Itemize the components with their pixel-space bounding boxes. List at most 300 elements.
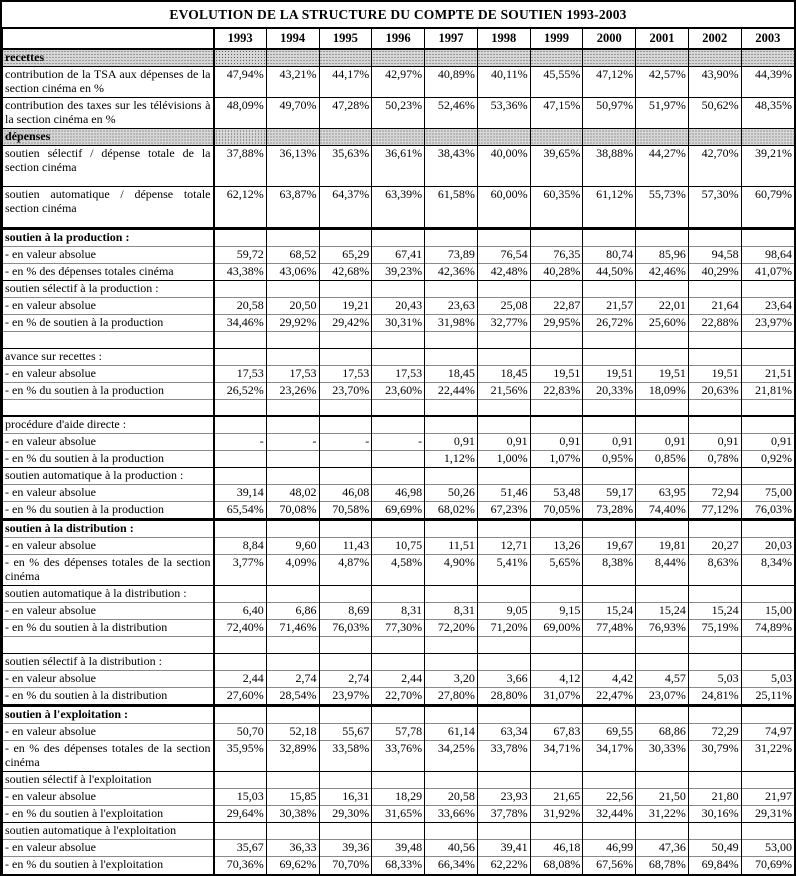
value-cell [319,399,372,416]
value-cell: 27,60% [214,688,267,706]
value-cell: 44,39% [741,67,794,98]
value-cell: 59,72 [214,246,267,263]
row-label: - en % du soutien à la distribution [3,620,214,637]
row-label: - en valeur absolue [3,840,214,857]
value-cell [530,653,583,670]
value-cell [530,637,583,654]
value-cell: 1,12% [425,450,478,467]
value-cell: 23,93 [477,789,530,806]
value-cell [636,399,689,416]
value-cell: 31,22% [741,741,794,772]
value-cell [266,653,319,670]
value-cell [425,706,478,724]
value-cell: 43,06% [266,263,319,280]
value-cell: 70,70% [319,857,372,874]
value-cell [688,637,741,654]
row-label: soutien sélectif à la distribution : [3,653,214,670]
value-cell [583,467,636,484]
value-cell: - [372,433,425,450]
value-cell [477,520,530,538]
value-cell: 13,26 [530,538,583,555]
value-cell [636,280,689,297]
value-cell [319,348,372,365]
value-cell [583,129,636,146]
value-cell: 44,17% [319,67,372,98]
table-row [3,502,795,520]
row-label: - en % de soutien à la production [3,315,214,332]
value-cell: 63,95 [636,485,689,502]
value-cell [266,49,319,67]
value-cell: 60,00% [477,187,530,228]
value-cell: 3,66 [477,670,530,687]
row-label: - en valeur absolue [3,724,214,741]
row-label: - en % des dépenses totales de la section cinéma [3,741,214,772]
value-cell [425,348,478,365]
value-cell [530,49,583,67]
value-cell [214,280,267,297]
value-cell: 1,07% [530,450,583,467]
value-cell: 67,83 [530,724,583,741]
table-row [3,538,795,555]
value-cell [214,49,267,67]
value-cell: 73,28% [583,502,636,520]
value-cell [266,332,319,349]
value-cell: 29,30% [319,806,372,823]
row-label: - en valeur absolue [3,298,214,315]
value-cell [214,228,267,246]
value-cell: 72,29 [688,724,741,741]
table-row [3,670,795,687]
value-cell [319,416,372,434]
value-cell: 19,51 [530,365,583,382]
value-cell [477,399,530,416]
value-cell: 73,89 [425,246,478,263]
year-header: 1993 [214,29,267,49]
value-cell: 47,28% [319,98,372,129]
value-cell [741,280,794,297]
table-row [3,857,795,874]
value-cell: 22,83% [530,382,583,399]
row-label: soutien sélectif à la production : [3,280,214,297]
value-cell [266,823,319,840]
value-cell [530,332,583,349]
value-cell: 85,96 [636,246,689,263]
value-cell [425,520,478,538]
row-label: recettes [3,49,214,67]
row-label: procédure d'aide directe : [3,416,214,434]
value-cell: 42,68% [319,263,372,280]
value-cell [741,772,794,789]
value-cell [214,637,267,654]
value-cell: 53,00 [741,840,794,857]
value-cell: 4,58% [372,555,425,586]
value-cell: 39,65% [530,146,583,187]
value-cell [214,416,267,434]
value-cell: 39,14 [214,485,267,502]
row-label: contribution des taxes sur les télévisions à la section cinéma en % [3,98,214,129]
table-row [3,146,795,187]
value-cell: 23,64 [741,298,794,315]
value-cell [319,450,372,467]
value-cell: 67,23% [477,502,530,520]
value-cell: 31,65% [372,806,425,823]
value-cell: 37,78% [477,806,530,823]
value-cell: 21,51 [741,365,794,382]
row-label: soutien automatique à la distribution : [3,586,214,603]
table-row [3,741,795,772]
value-cell [583,586,636,603]
value-cell [319,280,372,297]
value-cell [583,49,636,67]
table-row [3,280,795,297]
row-label: soutien à l'exploitation : [3,706,214,724]
value-cell [477,653,530,670]
row-label: - en valeur absolue [3,789,214,806]
value-cell [372,706,425,724]
value-cell: 20,50 [266,298,319,315]
value-cell [583,332,636,349]
row-label: soutien à la distribution : [3,520,214,538]
value-cell: - [319,433,372,450]
value-cell: 57,30% [688,187,741,228]
value-cell [741,228,794,246]
row-label [3,637,214,654]
value-cell: 20,33% [583,382,636,399]
value-cell: 46,98 [372,485,425,502]
value-cell: 50,49 [688,840,741,857]
value-cell [372,416,425,434]
value-cell [530,772,583,789]
value-cell: 62,22% [477,857,530,874]
value-cell: 3,77% [214,555,267,586]
value-cell [214,586,267,603]
value-cell [477,129,530,146]
value-cell: 40,29% [688,263,741,280]
value-cell [636,467,689,484]
value-cell [477,416,530,434]
corner-cell [3,29,214,49]
value-cell [214,467,267,484]
value-cell: 47,36 [636,840,689,857]
value-cell: 48,02 [266,485,319,502]
value-cell: 21,50 [636,789,689,806]
value-cell: 59,17 [583,485,636,502]
value-cell: 2,74 [266,670,319,687]
value-cell [688,706,741,724]
value-cell: 74,97 [741,724,794,741]
value-cell [372,637,425,654]
value-cell: 69,69% [372,502,425,520]
value-cell [583,823,636,840]
value-cell [530,129,583,146]
row-label: soutien à la production : [3,228,214,246]
value-cell [688,49,741,67]
value-cell: 35,95% [214,741,267,772]
value-cell: 42,70% [688,146,741,187]
value-cell [688,332,741,349]
row-label: soutien sélectif / dépense totale de la section cinéma [3,146,214,187]
value-cell [583,706,636,724]
value-cell [214,823,267,840]
value-cell [636,416,689,434]
value-cell [372,450,425,467]
value-cell [477,332,530,349]
row-label: - en valeur absolue [3,538,214,555]
value-cell [741,348,794,365]
value-cell: 69,55 [583,724,636,741]
row-label: soutien automatique à la production : [3,467,214,484]
value-cell: 68,33% [372,857,425,874]
value-cell: 0,85% [636,450,689,467]
value-cell [530,706,583,724]
value-cell: 21,65 [530,789,583,806]
value-cell [583,653,636,670]
value-cell: 4,90% [425,555,478,586]
value-cell: 50,62% [688,98,741,129]
value-cell: 64,37% [319,187,372,228]
value-cell [583,637,636,654]
value-cell [425,280,478,297]
value-cell: 0,91 [583,433,636,450]
value-cell [741,586,794,603]
table-row [3,98,795,129]
value-cell [477,706,530,724]
value-cell [372,49,425,67]
value-cell [477,586,530,603]
value-cell: 21,97 [741,789,794,806]
table-row [3,688,795,706]
table-title: EVOLUTION DE LA STRUCTURE DU COMPTE DE SOUTIEN 1993-2003 [2,2,794,29]
value-cell: 0,91 [530,433,583,450]
value-cell: 15,24 [583,603,636,620]
row-label: soutien automatique / dépense totale section cinéma [3,187,214,228]
value-cell: 23,97% [741,315,794,332]
value-cell: 19,21 [319,298,372,315]
value-cell [319,467,372,484]
year-header: 1994 [266,29,319,49]
value-cell: 8,38% [583,555,636,586]
value-cell: 39,21% [741,146,794,187]
value-cell [688,228,741,246]
value-cell [530,520,583,538]
table-row [3,724,795,741]
value-cell: 34,17% [583,741,636,772]
value-cell: 38,88% [583,146,636,187]
value-cell: 18,09% [636,382,689,399]
value-cell: 76,03% [741,502,794,520]
value-cell [372,228,425,246]
value-cell: 0,95% [583,450,636,467]
table-row [3,653,795,670]
value-cell: 42,46% [636,263,689,280]
value-cell: 31,98% [425,315,478,332]
value-cell: 25,08 [477,298,530,315]
table-row [3,315,795,332]
value-cell [214,772,267,789]
value-cell: 29,42% [319,315,372,332]
value-cell: 20,58 [214,298,267,315]
value-cell [319,228,372,246]
value-cell: 65,29 [319,246,372,263]
value-cell [319,586,372,603]
value-cell: 71,46% [266,620,319,637]
value-cell: 44,50% [583,263,636,280]
value-cell [688,467,741,484]
table-row [3,187,795,228]
value-cell [319,706,372,724]
value-cell [583,280,636,297]
value-cell: 40,11% [477,67,530,98]
value-cell: 77,48% [583,620,636,637]
value-cell [636,586,689,603]
value-cell: 42,57% [636,67,689,98]
value-cell [425,129,478,146]
value-cell [266,399,319,416]
value-cell [741,399,794,416]
value-cell: 33,66% [425,806,478,823]
row-label: - en % du soutien à la production [3,502,214,520]
value-cell: 1,00% [477,450,530,467]
value-cell: 50,23% [372,98,425,129]
value-cell: 63,87% [266,187,319,228]
value-cell: - [266,433,319,450]
value-cell [636,129,689,146]
row-label: - en % du soutien à la production [3,450,214,467]
value-cell [530,228,583,246]
year-header: 2001 [636,29,689,49]
value-cell [319,520,372,538]
value-cell [266,706,319,724]
value-cell: 43,21% [266,67,319,98]
value-cell: 17,53 [372,365,425,382]
value-cell [425,228,478,246]
table-row [3,433,795,450]
table-row [3,823,795,840]
value-cell: 29,95% [530,315,583,332]
value-cell: 2,44 [372,670,425,687]
value-cell: 47,94% [214,67,267,98]
value-cell [372,129,425,146]
value-cell [741,49,794,67]
year-header-row [3,29,795,49]
value-cell: 74,40% [636,502,689,520]
value-cell: 2,74 [319,670,372,687]
value-cell: 21,56% [477,382,530,399]
value-cell: 20,27 [688,538,741,555]
value-cell: 9,15 [530,603,583,620]
value-cell: 33,58% [319,741,372,772]
value-cell: 15,85 [266,789,319,806]
value-cell [214,520,267,538]
value-cell [319,49,372,67]
value-cell [266,467,319,484]
value-cell: 18,45 [477,365,530,382]
table-row [3,263,795,280]
value-cell [214,450,267,467]
value-cell: 2,44 [214,670,267,687]
value-cell [372,467,425,484]
value-cell [477,228,530,246]
value-cell: 0,91 [477,433,530,450]
value-cell [530,348,583,365]
value-cell: 9,60 [266,538,319,555]
value-cell: 28,54% [266,688,319,706]
value-cell: 31,07% [530,688,583,706]
table-row [3,840,795,857]
value-cell: 77,30% [372,620,425,637]
value-cell [741,823,794,840]
value-cell [688,129,741,146]
value-cell: 75,00 [741,485,794,502]
value-cell: 5,41% [477,555,530,586]
value-cell: 24,81% [688,688,741,706]
value-cell: 69,00% [530,620,583,637]
table-row [3,620,795,637]
value-cell: 48,35% [741,98,794,129]
value-cell: 70,08% [266,502,319,520]
value-cell [214,399,267,416]
value-cell: 52,18 [266,724,319,741]
value-cell [636,706,689,724]
value-cell: 34,46% [214,315,267,332]
value-cell [425,823,478,840]
value-cell [372,823,425,840]
value-cell [266,450,319,467]
value-cell: 40,28% [530,263,583,280]
value-cell: 39,48 [372,840,425,857]
table-row [3,382,795,399]
value-cell: 25,60% [636,315,689,332]
value-cell [319,772,372,789]
year-header: 1999 [530,29,583,49]
value-cell [688,586,741,603]
value-cell [688,348,741,365]
row-label [3,332,214,349]
value-cell: 42,48% [477,263,530,280]
value-cell: 94,58 [688,246,741,263]
value-cell: 20,43 [372,298,425,315]
table-row [3,450,795,467]
value-cell [636,228,689,246]
value-cell: 62,12% [214,187,267,228]
value-cell [530,416,583,434]
value-cell [266,637,319,654]
year-header: 1997 [425,29,478,49]
value-cell: 8,34% [741,555,794,586]
value-cell: 50,26 [425,485,478,502]
value-cell [425,586,478,603]
value-cell: 76,93% [636,620,689,637]
value-cell [425,332,478,349]
year-header: 2003 [741,29,794,49]
value-cell: 36,33 [266,840,319,857]
value-cell [425,467,478,484]
spacer-row [3,399,795,416]
value-cell: 5,03 [741,670,794,687]
value-cell [477,637,530,654]
value-cell [688,416,741,434]
value-cell [583,520,636,538]
row-label: - en valeur absolue [3,603,214,620]
value-cell: 22,56 [583,789,636,806]
value-cell: 20,63% [688,382,741,399]
value-cell: 11,51 [425,538,478,555]
value-cell: 35,67 [214,840,267,857]
value-cell: 23,63 [425,298,478,315]
value-cell: 22,70% [372,688,425,706]
row-label: - en % du soutien à la distribution [3,688,214,706]
value-cell: 33,76% [372,741,425,772]
